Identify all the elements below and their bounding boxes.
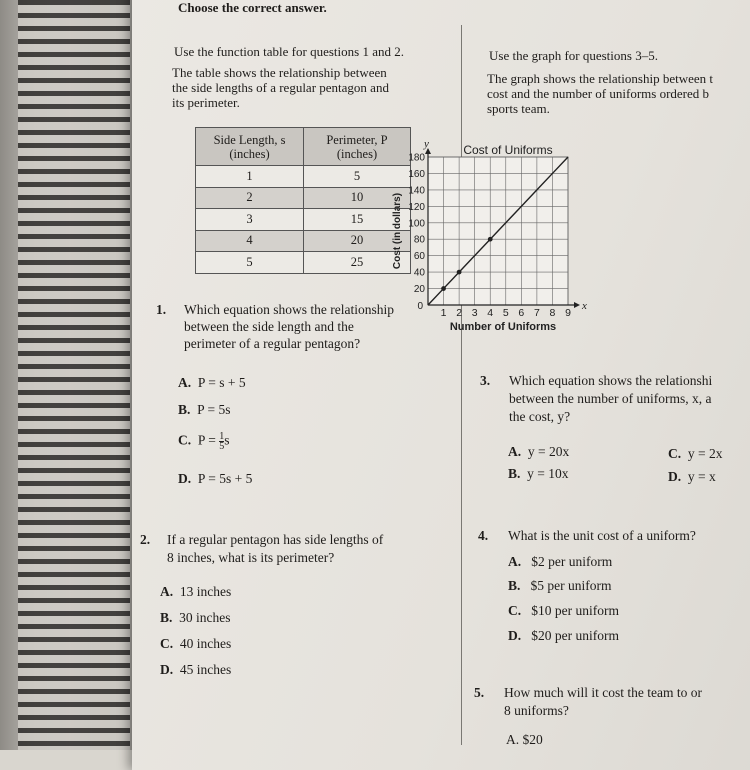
y-tick-label: 140 xyxy=(408,185,425,197)
right-intro-line-1: The graph shows the relationship between t xyxy=(487,71,713,86)
q2-option-a[interactable]: A. 13 inches xyxy=(160,584,232,599)
q1-line-2: between the side length and the xyxy=(184,319,354,334)
column-divider xyxy=(461,25,462,745)
x-tick-label: 1 xyxy=(440,307,447,319)
table-row: 2 10 xyxy=(196,187,411,209)
q3-number: 3. xyxy=(480,373,491,388)
q4-line-1: What is the unit cost of a uniform? xyxy=(508,528,696,543)
chart-title: Cost of Uniforms xyxy=(463,143,553,157)
x-tick-label: 7 xyxy=(533,307,540,319)
y-tick-label: 20 xyxy=(413,284,425,296)
q1-number: 1. xyxy=(156,302,167,317)
q4-option-c[interactable]: C. $10 per uniform xyxy=(508,603,619,618)
q1-line-3: perimeter of a regular pentagon? xyxy=(184,336,361,351)
q4-option-b[interactable]: B. $5 per uniform xyxy=(508,578,612,593)
q3-line-2: between the number of uniforms, x, a xyxy=(509,391,712,406)
q2-line-1: If a regular pentagon has side lengths of xyxy=(167,532,384,547)
y-axis-letter: y xyxy=(424,138,429,150)
left-intro-heading: Use the function table for questions 1 and 2. xyxy=(174,44,404,59)
q3-option-a[interactable]: A. y = 20x xyxy=(508,444,570,459)
x-tick-label: 5 xyxy=(502,307,509,319)
q3-option-b[interactable]: B. y = 10x xyxy=(508,466,569,481)
x-tick-label: 4 xyxy=(487,307,494,319)
chart-svg xyxy=(388,138,608,348)
data-point xyxy=(441,286,446,291)
spiral-binding-edge xyxy=(18,0,130,750)
q2-option-d[interactable]: D. 45 inches xyxy=(160,662,232,677)
q2-number: 2. xyxy=(140,532,151,547)
worksheet-page xyxy=(132,0,750,770)
q3-option-d[interactable]: D. y = x xyxy=(668,469,716,484)
right-intro-line-3: sports team. xyxy=(487,101,550,116)
q1-option-a[interactable]: A. P = s + 5 xyxy=(178,375,246,390)
function-table xyxy=(195,127,411,274)
instruction-text: Choose the correct answer. xyxy=(178,0,327,15)
q1-option-d[interactable]: D. P = 5s + 5 xyxy=(178,471,253,486)
x-axis-letter: x xyxy=(582,300,587,312)
q2-option-c[interactable]: C. 40 inches xyxy=(160,636,232,651)
q3-option-c[interactable]: C. y = 2x xyxy=(668,446,723,461)
x-tick-label: 3 xyxy=(471,307,478,319)
q4-number: 4. xyxy=(478,528,489,543)
q4-option-d[interactable]: D. $20 per uniform xyxy=(508,628,619,643)
left-intro-line-3: its perimeter. xyxy=(172,95,240,110)
table-row: 4 20 xyxy=(196,230,411,252)
x-axis-arrow xyxy=(574,302,580,308)
q2-line-2: 8 inches, what is its perimeter? xyxy=(167,550,335,565)
data-point xyxy=(488,237,493,242)
x-tick-label: 6 xyxy=(518,307,525,319)
y-tick-label: 40 xyxy=(413,267,425,279)
q4-option-a[interactable]: A. $2 per uniform xyxy=(508,554,613,569)
q1-option-c[interactable]: C. P = $\frac{1}{5}$ s xyxy=(178,431,230,452)
q1-line-1: Which equation shows the relationship xyxy=(184,302,394,317)
y-tick-label: 160 xyxy=(408,168,425,180)
q5-line-2: 8 uniforms? xyxy=(504,703,569,718)
cost-of-uniforms-chart xyxy=(388,138,608,348)
table-row: 5 25 xyxy=(196,252,411,274)
x-tick-label: 2 xyxy=(456,307,463,319)
q5-line-1: How much will it cost the team to or xyxy=(504,685,702,700)
y-tick-label: 60 xyxy=(413,251,425,263)
q5-number: 5. xyxy=(474,685,485,700)
right-intro-line-2: cost and the number of uniforms ordered b xyxy=(487,86,710,101)
left-intro-line-2: the side lengths of a regular pentagon and xyxy=(172,80,389,95)
q3-line-3: the cost, y? xyxy=(509,409,571,424)
x-tick-label: 8 xyxy=(549,307,556,319)
right-intro-heading: Use the graph for questions 3–5. xyxy=(489,48,658,63)
table-header-side-length: Side Length, s (inches) xyxy=(196,128,304,166)
data-point xyxy=(457,270,462,275)
y-tick-label: 180 xyxy=(408,152,425,164)
origin-label: 0 xyxy=(417,301,423,312)
y-axis-label: Cost (in dollars) xyxy=(392,192,403,270)
table-row: 3 15 xyxy=(196,209,411,231)
x-axis-label: Number of Uniforms xyxy=(449,321,557,333)
y-tick-label: 120 xyxy=(408,201,425,213)
q3-line-1: Which equation shows the relationshi xyxy=(509,373,713,388)
y-tick-label: 100 xyxy=(408,218,425,230)
q2-option-b[interactable]: B. 30 inches xyxy=(160,610,231,625)
table-row: 1 5 xyxy=(196,166,411,188)
q5-option-a[interactable]: A. $20 xyxy=(506,732,543,747)
x-tick-label: 9 xyxy=(565,307,571,319)
left-intro-line-1: The table shows the relationship between xyxy=(172,65,387,80)
y-tick-label: 80 xyxy=(413,234,425,246)
q1-option-b[interactable]: B. P = 5s xyxy=(178,402,231,417)
table-header-perimeter: Perimeter, P (inches) xyxy=(304,128,411,166)
